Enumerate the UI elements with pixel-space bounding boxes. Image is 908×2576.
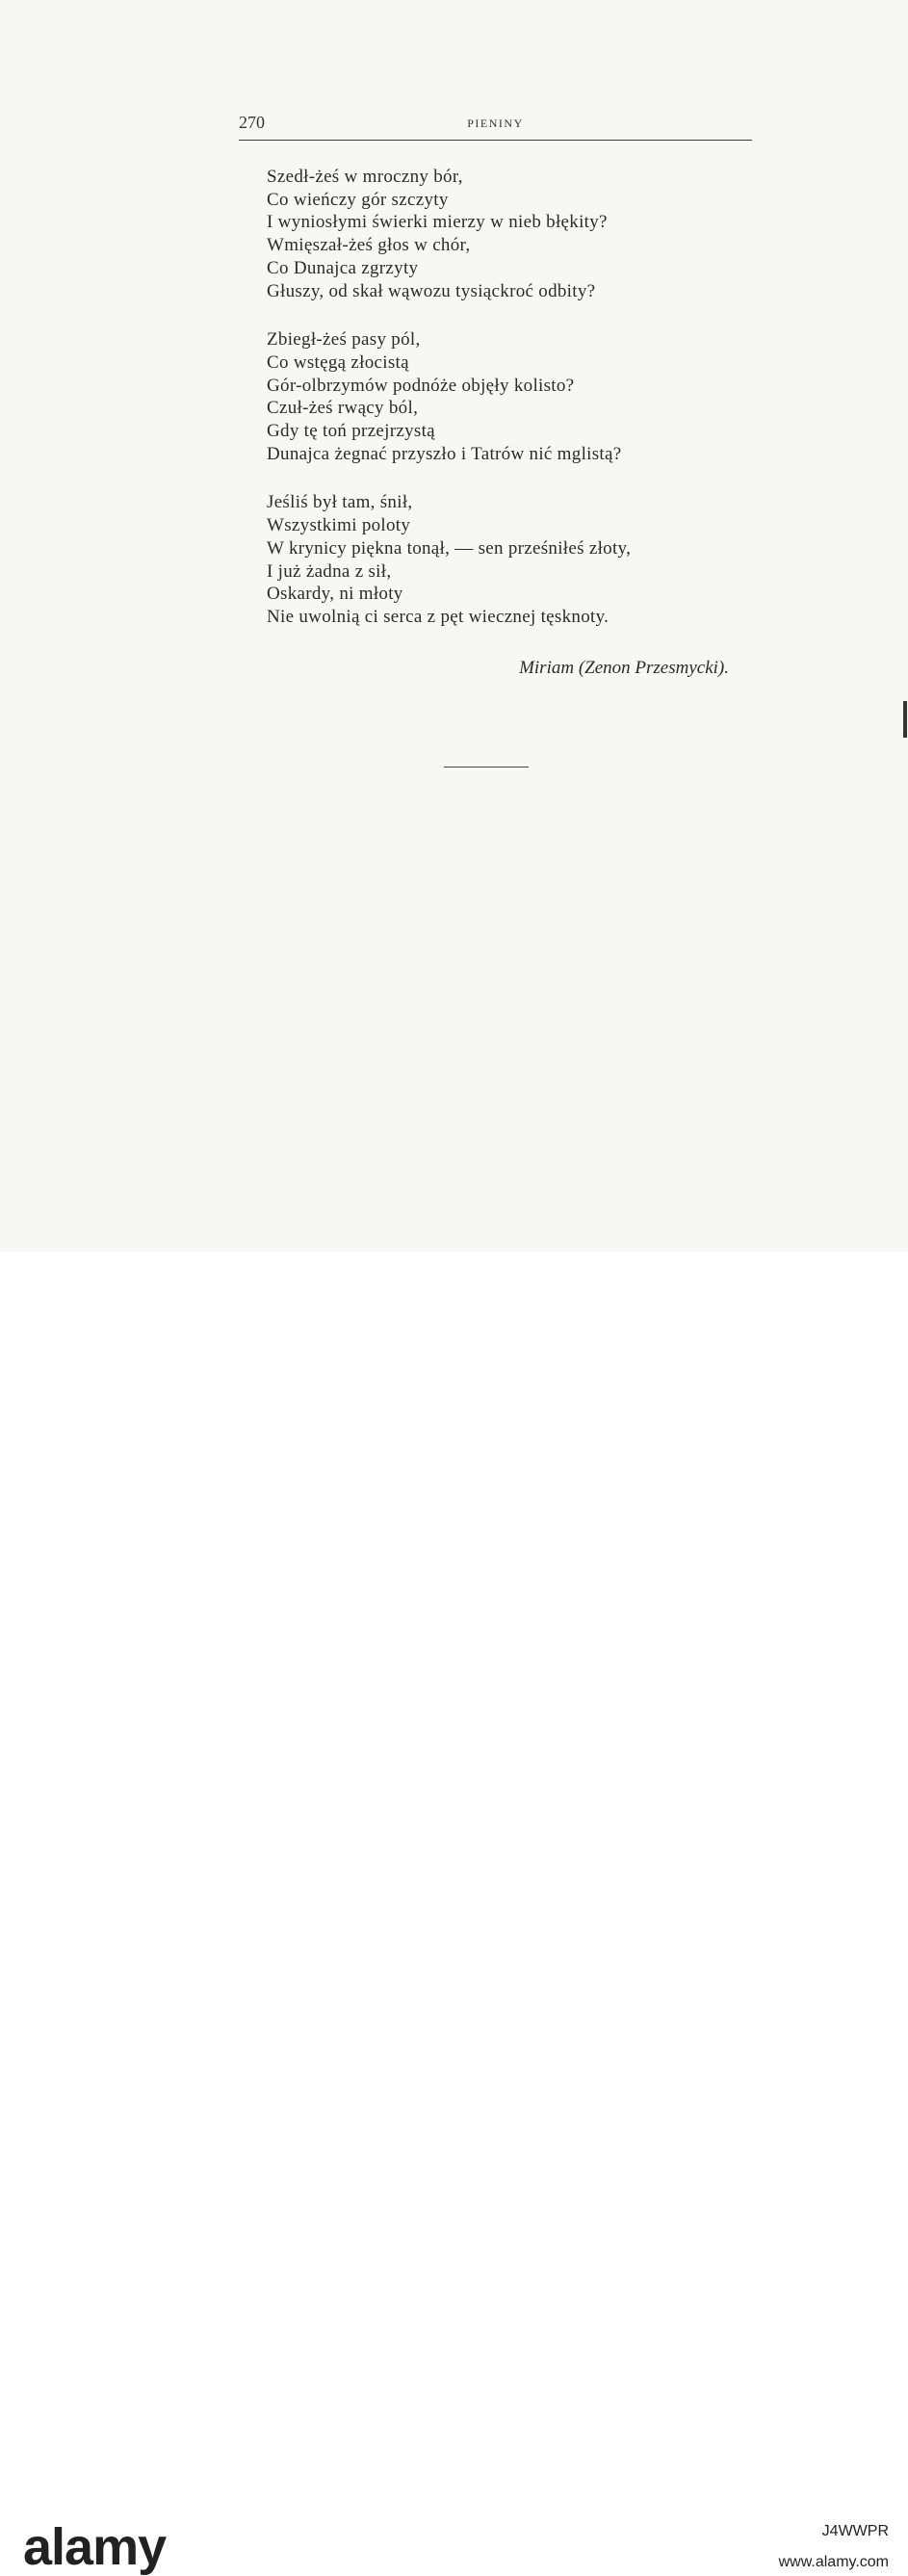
poem-line: Wmięszał-żeś głos w chór,: [267, 235, 471, 256]
poem-line: W krynicy piękna tonął, — sen prześniłeś złoty,: [267, 537, 632, 559]
poem: [267, 166, 748, 655]
poem-signature: Miriam (Zenon Przesmycki).: [519, 658, 729, 678]
poem-line: I wyniosłymi świerki mierzy w nieb błękity?: [267, 212, 608, 233]
poem-line: Wszystkimi poloty: [267, 515, 411, 536]
watermark-bar: [0, 1252, 908, 2576]
poem-line: Nie uwolnią ci serca z pęt wiecznej tęsknoty.: [267, 606, 610, 627]
poem-line: Głuszy, od skał wąwozu tysiąckroć odbity?: [267, 280, 596, 301]
poem-line: Czuł-żeś rwący ból,: [267, 398, 419, 419]
poem-line: Szedł-żeś w mroczny bór,: [267, 167, 463, 187]
stanza-1: [267, 166, 748, 302]
show-through-text: [226, 716, 746, 985]
stock-image-id: J4WWPR: [821, 2523, 889, 2539]
running-title: PIENINY: [467, 117, 524, 130]
stanza-3: [267, 491, 748, 628]
poem-line: Co wieńczy gór szczyty: [267, 189, 449, 210]
stanza-2: [267, 328, 748, 465]
book-page: [0, 0, 908, 1252]
poem-line: Oskardy, ni młoty: [267, 584, 403, 605]
poem-line: Jeśliś był tam, śnił,: [267, 492, 413, 513]
stock-logo: alamy: [23, 2518, 167, 2576]
poem-line: Co Dunajca zgrzyty: [267, 257, 419, 278]
poem-line: Zbiegł-żeś pasy pól,: [267, 329, 421, 351]
stock-url: www.alamy.com: [778, 2554, 889, 2570]
page-number: 270: [239, 113, 265, 132]
page-header: [239, 113, 752, 141]
poem-line: Gdy tę toń przejrzystą: [267, 421, 435, 442]
poem-line: Gór-olbrzymów podnóże objęły kolisto?: [267, 375, 575, 396]
poem-line: Dunajca żegnać przyszło i Tatrów nić mglistą?: [267, 443, 622, 464]
poem-line: I już żadna z sił,: [267, 560, 392, 582]
poem-line: Co wstęgą złocistą: [267, 351, 409, 373]
page-edge-mark: [903, 701, 907, 738]
